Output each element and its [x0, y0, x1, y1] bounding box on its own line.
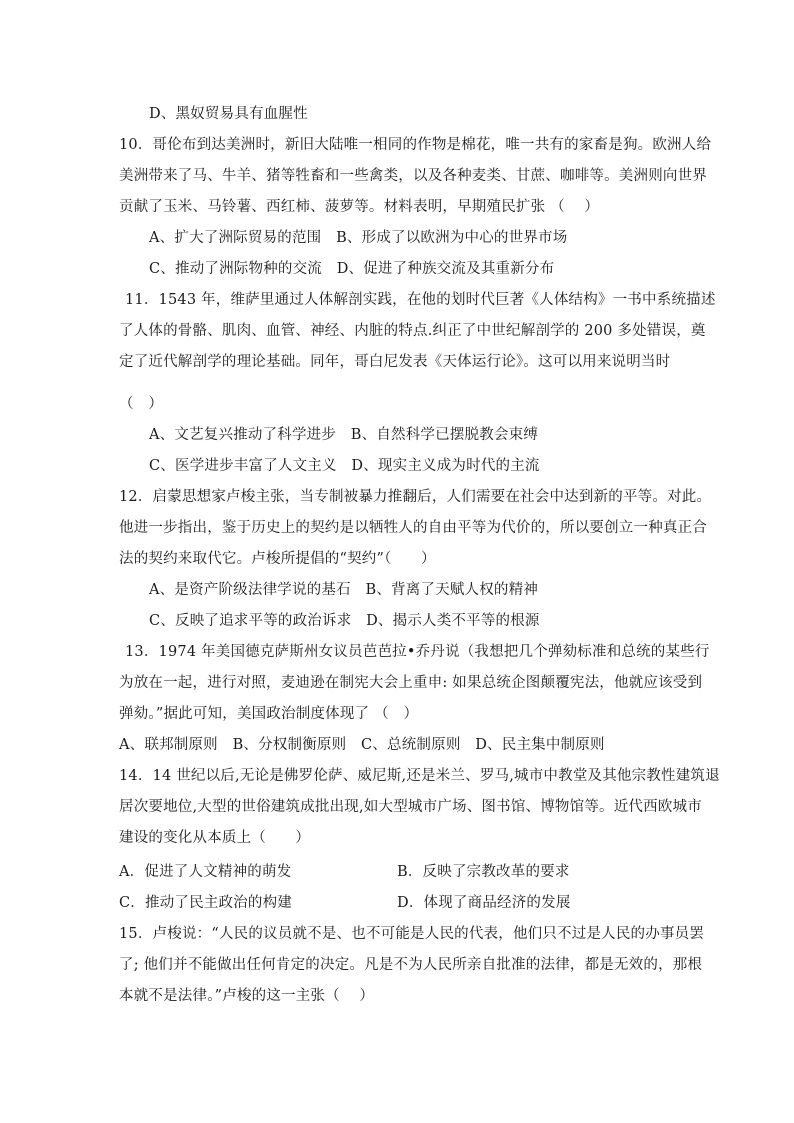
q11-options-ab: A、文艺复兴推动了科学进步 B、自然科学已摆脱教会束缚	[149, 427, 539, 443]
q14-stem-line-2: 居次要地位,大型的世俗建筑成批出现,如大型城市广场、图书馆、博物馆等。近代西欧城市	[119, 799, 702, 815]
q10-options-ab: A、扩大了洲际贸易的范围 B、形成了以欧洲为中心的世界市场	[149, 230, 568, 246]
q10-stem-line-3: 贡献了玉米、马铃薯、西红柿、菠萝等。材料表明，早期殖民扩张 （ ）	[119, 199, 600, 215]
q12-stem-line-3: 法的契约来取代它。卢梭所提倡的“契约”（ ）	[119, 551, 436, 567]
q12-options-ab: A、是资产阶级法律学说的基石 B、背离了天赋人权的精神	[149, 582, 539, 598]
q11-stem-line-4: （ ）	[119, 396, 164, 412]
q14-option-a: A．促进了人文精神的萌发	[119, 864, 292, 880]
q9-option-d: D、黑奴贸易具有血腥性	[149, 106, 308, 122]
q13-stem-line-1: 13．1974 年美国德克萨斯州女议员芭芭拉•乔丹说（我想把几个弹劾标准和总统的某些行	[125, 644, 710, 660]
q15-stem-line-3: 本就不是法律。”卢梭的这一主张（ ）	[119, 988, 375, 1004]
q11-stem-line-2: 了人体的骨骼、肌肉、血管、神经、内脏的特点.纠正了中世纪解剖学的 200 多处错误，奠	[119, 323, 706, 339]
q14-option-b: B．反映了宗教改革的要求	[397, 864, 570, 880]
q13-stem-line-3: 弹劾。”据此可知，美国政治制度体现了 （ ）	[119, 706, 419, 722]
q12-stem-line-2: 他进一步指出，鉴于历史上的契约是以牺牲人的自由平等为代价的，所以要创立一种真正合	[119, 520, 707, 536]
q13-stem-line-2: 为放在一起，进行对照，麦迪逊在制宪大会上重申: 如果总统企图颠覆宪法，他就应该受到	[119, 675, 703, 691]
q15-stem-line-2: 了; 他们并不能做出任何肯定的决定。凡是不为人民所亲自批准的法律，都是无效的，那根	[119, 957, 703, 973]
q10-stem-line-2: 美洲带来了马、牛羊、猪等牲畜和一些禽类，以及各种麦类、甘蔗、咖啡等。美洲则向世界	[119, 168, 707, 184]
q11-stem-line-1: 11．1543 年，维萨里通过人体解剖实践，在他的划时代巨著《人体结构》一书中系统描述	[125, 292, 716, 308]
q11-stem-line-3: 定了近代解剖学的理论基础。同年，哥白尼发表《天体运行论》。这可以用来说明当时	[119, 354, 671, 370]
q14-option-d: D．体现了商品经济的发展	[397, 895, 571, 911]
q14-option-c: C．推动了民主政治的构建	[119, 895, 292, 911]
q15-stem-line-1: 15．卢梭说：“人民的议员就不是、也不可能是人民的代表，他们只不过是人民的办事员罢	[119, 926, 705, 942]
q13-options: A、联邦制原则 B、分权制衡原则 C、总统制原则 D、民主集中制原则	[119, 737, 605, 753]
q11-options-cd: C、医学进步丰富了人文主义 D、现实主义成为时代的主流	[149, 458, 540, 474]
q10-options-cd: C、推动了洲际物种的交流 D、促进了种族交流及其重新分布	[149, 261, 555, 277]
q12-stem-line-1: 12．启蒙思想家卢梭主张，当专制被暴力推翻后，人们需要在社会中达到新的平等。对此。	[119, 489, 712, 505]
q10-stem-line-1: 10．哥伦布到达美洲时，新旧大陆唯一相同的作物是棉花，唯一共有的家畜是狗。欧洲人给	[119, 137, 712, 153]
q14-stem-line-3: 建设的变化从本质上（ ）	[119, 830, 311, 846]
q14-stem-line-1: 14．14 世纪以后,无论是佛罗伦萨、威尼斯,还是米兰、罗马,城市中教堂及其他宗教性建筑退	[119, 768, 720, 784]
q12-options-cd: C、反映了追求平等的政治诉求 D、揭示人类不平等的根源	[149, 613, 540, 629]
